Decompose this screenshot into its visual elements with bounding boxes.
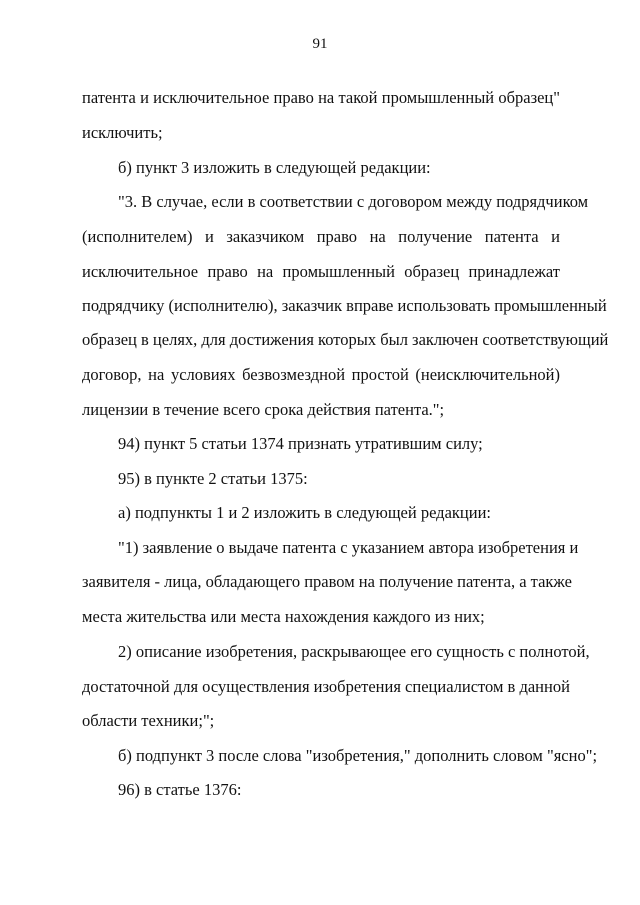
page-number: 91 xyxy=(312,36,328,52)
text-line: подрядчику (исполнителю), заказчик вправе использовать промышленный xyxy=(82,296,607,315)
text-line: "3. В случае, если в соответствии с договором между подрядчиком xyxy=(118,192,589,211)
text-line: договор, на условиях безвозмездной простой (неисключительной) xyxy=(82,365,560,384)
text-line: заявителя - лица, обладающего правом на получение патента, а также xyxy=(82,572,572,591)
text-line: патента и исключительное право на такой промышленный образец" xyxy=(82,88,560,107)
text-line: исключительное право на промышленный образец принадлежат xyxy=(82,262,560,281)
text-line: 95) в пункте 2 статьи 1375: xyxy=(118,469,308,488)
text-line: 94) пункт 5 статьи 1374 признать утратившим силу; xyxy=(118,434,483,453)
text-line: (исполнителем) и заказчиком право на получение патента и xyxy=(82,227,560,246)
text-line: 96) в статье 1376: xyxy=(118,780,242,799)
text-line: б) подпункт 3 после слова "изобретения," дополнить словом "ясно"; xyxy=(118,746,598,765)
text-line: исключить; xyxy=(82,123,163,142)
text-line: "1) заявление о выдаче патента с указанием автора изобретения и xyxy=(118,538,579,557)
text-line: образец в целях, для достижения которых был заключен соответствующий xyxy=(82,330,609,349)
text-line: достаточной для осуществления изобретения специалистом в данной xyxy=(82,677,570,696)
text-line: 2) описание изобретения, раскрывающее его сущность с полнотой, xyxy=(118,642,590,661)
text-line: места жительства или места нахождения каждого из них; xyxy=(82,607,485,626)
text-line: области техники;"; xyxy=(82,711,215,730)
text-line: б) пункт 3 изложить в следующей редакции: xyxy=(118,158,431,177)
text-line: а) подпункты 1 и 2 изложить в следующей редакции: xyxy=(118,503,491,522)
text-line: лицензии в течение всего срока действия патента."; xyxy=(82,400,445,419)
